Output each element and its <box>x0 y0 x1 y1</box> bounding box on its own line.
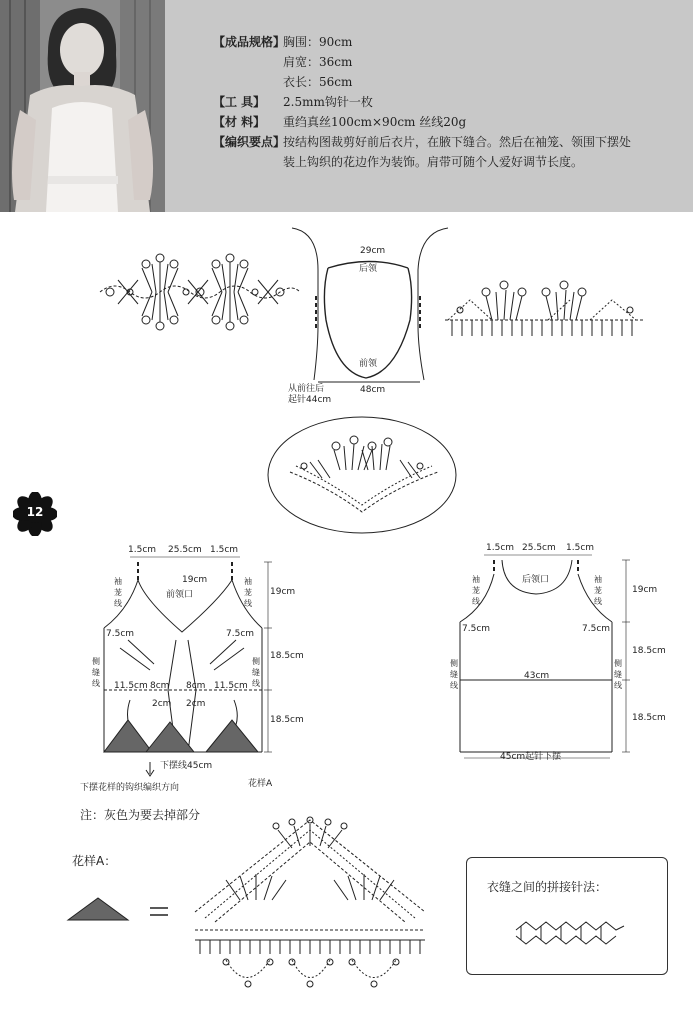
front-neck-depth: 19cm <box>182 575 208 585</box>
back-width-label: 29cm <box>360 246 386 256</box>
front-dart-dim-1: 2cm <box>152 699 172 709</box>
front-dart-dim-2: 2cm <box>186 699 206 709</box>
back-side-height-3: 18.5cm <box>632 713 666 723</box>
front-direction-note: 下摆花样的钩织编织方向 <box>80 783 180 793</box>
front-top-dim-2: 25.5cm <box>168 545 202 555</box>
back-top-dim-2: 25.5cm <box>522 543 556 553</box>
spec-length: 衣长：56cm <box>283 75 353 89</box>
front-pattern-label: 花样A <box>248 779 273 789</box>
bottom-width-label: 48cm <box>360 385 386 395</box>
back-hem-label: 45cm起针下摆 <box>500 752 562 762</box>
front-side-height-2: 18.5cm <box>270 651 304 661</box>
spec-chest: 胸围：90cm <box>283 35 353 49</box>
front-top-dim-1: 1.5cm <box>128 545 157 555</box>
back-piece-diagram <box>460 555 630 758</box>
spec-tool: 2.5mm钩针一枚 <box>283 95 373 109</box>
spec-material: 重绉真丝100cm×90cm 丝线20g <box>283 115 467 129</box>
spec-material-label: 【材 料】 <box>213 115 266 129</box>
spec-method-line-1: 按结构图裁剪好前后衣片，在腋下缝合。然后在袖笼、领围下摆处 <box>283 135 632 149</box>
join-stitch-label: 衣缝之间的拼接针法： <box>487 880 608 894</box>
spec-size-label: 【成品规格】 <box>213 35 286 49</box>
start-chain-label: 起针44cm <box>288 395 332 405</box>
front-side-height-3: 18.5cm <box>270 715 304 725</box>
pattern-a-label: 花样A： <box>72 854 117 868</box>
spec-method-label: 【编织要点】 <box>213 135 286 149</box>
spec-tool-label: 【工 具】 <box>213 95 266 109</box>
spec-method-line-2: 装上钩织的花边作为装饰。肩带可随个人爱好调节长度。 <box>283 155 584 169</box>
front-armhole-label-left: 袖茏线 <box>114 577 122 608</box>
front-armhole-label-right: 袖茏线 <box>244 577 252 608</box>
front-side-label-right: 侧缝线 <box>252 657 260 688</box>
back-top-dim-3: 1.5cm <box>566 543 595 553</box>
spec-shoulder: 肩宽：36cm <box>283 55 353 69</box>
front-armhole-inset-left: 7.5cm <box>106 629 135 639</box>
back-armhole-inset-left: 7.5cm <box>462 624 491 634</box>
front-side-height-1: 19cm <box>270 587 296 597</box>
front-to-back-label: 从前往后 <box>288 384 325 394</box>
join-stitch-box <box>466 857 668 975</box>
back-neck-label: 后领口 <box>522 575 550 585</box>
front-waist-dim-2: 8cm <box>150 681 170 691</box>
back-armhole-label-right: 袖茏线 <box>594 575 602 606</box>
back-side-label-left: 侧缝线 <box>450 659 458 690</box>
front-waist-dim-1: 11.5cm <box>114 681 148 691</box>
back-width-label: 43cm <box>524 671 550 681</box>
ellipse-stitch-detail <box>268 417 456 533</box>
front-waist-dim-3: 8cm <box>186 681 206 691</box>
front-side-label-left: 侧缝线 <box>92 657 100 688</box>
back-side-height-1: 19cm <box>632 585 658 595</box>
back-neck-label: 后领 <box>359 264 378 274</box>
front-neck-label: 前领 <box>359 359 378 369</box>
edging-lace-right <box>445 281 645 336</box>
front-hem-label: 下摆线45cm <box>160 761 213 771</box>
back-side-label-right: 侧缝线 <box>614 659 622 690</box>
gray-area-note: 注：灰色为要去掉部分 <box>80 808 201 822</box>
front-top-dim-3: 1.5cm <box>210 545 239 555</box>
back-top-dim-1: 1.5cm <box>486 543 515 553</box>
back-side-height-2: 18.5cm <box>632 646 666 656</box>
front-waist-dim-4: 11.5cm <box>214 681 248 691</box>
pattern-a-diagram <box>68 817 425 987</box>
page-number: 12 <box>26 505 44 519</box>
back-armhole-inset-right: 7.5cm <box>582 624 611 634</box>
front-neck-label: 前领口 <box>166 590 194 600</box>
edging-lace-left <box>100 254 300 330</box>
front-armhole-inset-right: 7.5cm <box>226 629 255 639</box>
back-armhole-label-left: 袖茏线 <box>472 575 480 606</box>
